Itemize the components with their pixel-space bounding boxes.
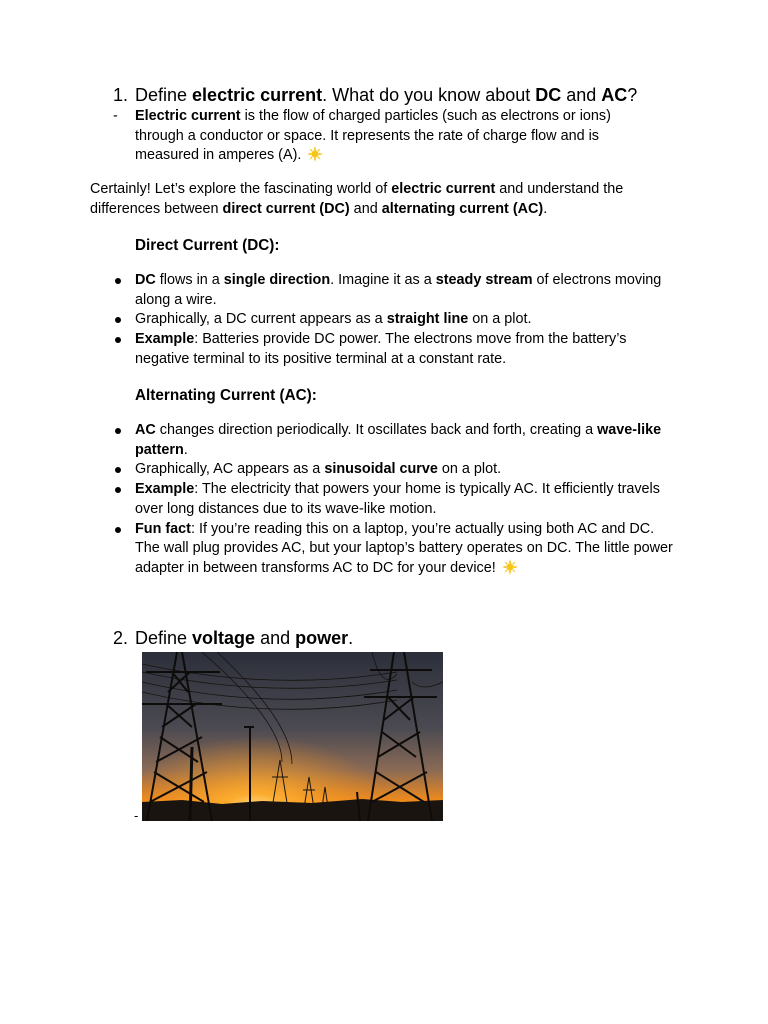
bold-text-run: power [295,628,349,648]
section-1-number: 1. [113,85,129,105]
image-dash-marker: - [134,808,139,823]
sun-emoji-icon [502,559,518,575]
bullet-dot-icon [115,487,121,493]
sun-emoji-icon [307,146,323,162]
bullet-dot-icon [115,467,121,473]
ac-bullet-1 [135,422,661,458]
bullet-dot-icon [115,428,121,434]
section-2-number: 2. [113,628,129,648]
bold-text-run: electric current [391,181,496,197]
text-run: . [543,200,548,217]
bold-text-run: wave-like pattern [135,422,662,458]
text-run: : Batteries provide DC power. The electrons move from the battery’s negative terminal to its positive terminal at a constant rate. [135,331,627,367]
intro-text [90,181,623,217]
bold-text-run: DC [135,272,156,288]
bullet-dot-icon [115,337,121,343]
dc-bullet-list [113,271,678,370]
bold-text-run: single direction [223,272,331,288]
dc-subheading: Direct Current (DC): [135,237,280,254]
section-1-heading [113,83,637,107]
text-run: is the flow of charged particles (such as electrons or ions) through a conductor or space. It represents the rate of charge flow and is measured in amperes (A). [135,108,611,164]
ac-bullet-list [113,421,678,579]
bold-text-run: direct current (DC) [222,200,350,217]
text-run: changes direction periodically. It oscillates back and forth, creating a [155,422,598,438]
bold-text-run: voltage [192,628,256,648]
bold-text-run: straight line [386,311,469,328]
text-run: Graphically, a DC current appears as a [135,311,387,328]
ac-bullet-2 [135,461,501,477]
text-run: flows in a [155,272,224,288]
dc-bullet-3 [135,331,626,367]
power-lines-sunset-photo [142,652,443,821]
bold-text-run: alternating current (AC) [381,200,544,217]
text-run: and understand the differences between [90,181,624,217]
text-run: Graphically, AC appears as a [135,461,325,478]
ac-subheading: Alternating Current (AC): [135,387,317,404]
intro-paragraph [90,180,680,219]
list-item [113,310,678,330]
bold-text-run: Fun fact [135,520,191,537]
list-item [113,421,678,460]
bold-text-run: sinusoidal curve [324,461,438,478]
dc-bullet-1 [135,272,661,308]
section-2-heading-text [135,628,353,648]
list-item [113,330,678,369]
ac-bullet-3 [135,481,660,517]
bold-text-run: steady stream [435,272,533,288]
text-run: . [183,441,188,458]
list-item [113,480,678,519]
bullet-dot-icon [115,527,121,533]
dash-marker: - [113,108,118,124]
definition-text [135,108,611,163]
section-2-heading [113,626,353,650]
bold-text-run: AC [601,85,628,105]
list-item [113,520,678,579]
text-run: and [561,85,602,105]
text-run: . [348,628,354,648]
bold-text-run: Example [135,331,195,348]
bold-text-run: DC [535,85,562,105]
text-run: : The electricity that powers your home is typically AC. It efficiently travels over long distances due to its wave-like motion. [135,481,660,517]
bold-text-run: Electric current [135,108,241,124]
list-item [113,460,678,480]
bullet-dot-icon [115,317,121,323]
bold-text-run: AC [135,422,156,438]
ac-bullet-4 [135,521,673,576]
text-run: . What do you know about [322,85,536,105]
text-run: on a plot. [468,311,532,328]
bullet-dot-icon [115,278,121,284]
text-run: Certainly! Let’s explore the fascinating world of [90,181,392,197]
text-run: : If you’re reading this on a laptop, you’re actually using both AC and DC. The wall plug provides AC, but your laptop’s battery operates on DC. The little power adapter in between transforms AC to DC for your device! [135,520,673,576]
section-1-heading-text [135,85,637,105]
dc-bullet-2 [135,311,531,327]
bold-text-run: electric current [192,85,323,105]
text-run: Define [135,628,193,648]
text-run: and [255,628,296,648]
list-item [113,271,678,310]
text-run: ? [627,85,638,105]
text-run: on a plot. [437,461,502,478]
text-run: and [349,200,382,217]
text-run: of electrons moving along a wire. [135,272,662,308]
bold-text-run: Example [135,481,195,498]
text-run: Define [135,85,193,105]
electric-current-definition [113,107,653,166]
text-run: . Imagine it as a [330,272,436,288]
